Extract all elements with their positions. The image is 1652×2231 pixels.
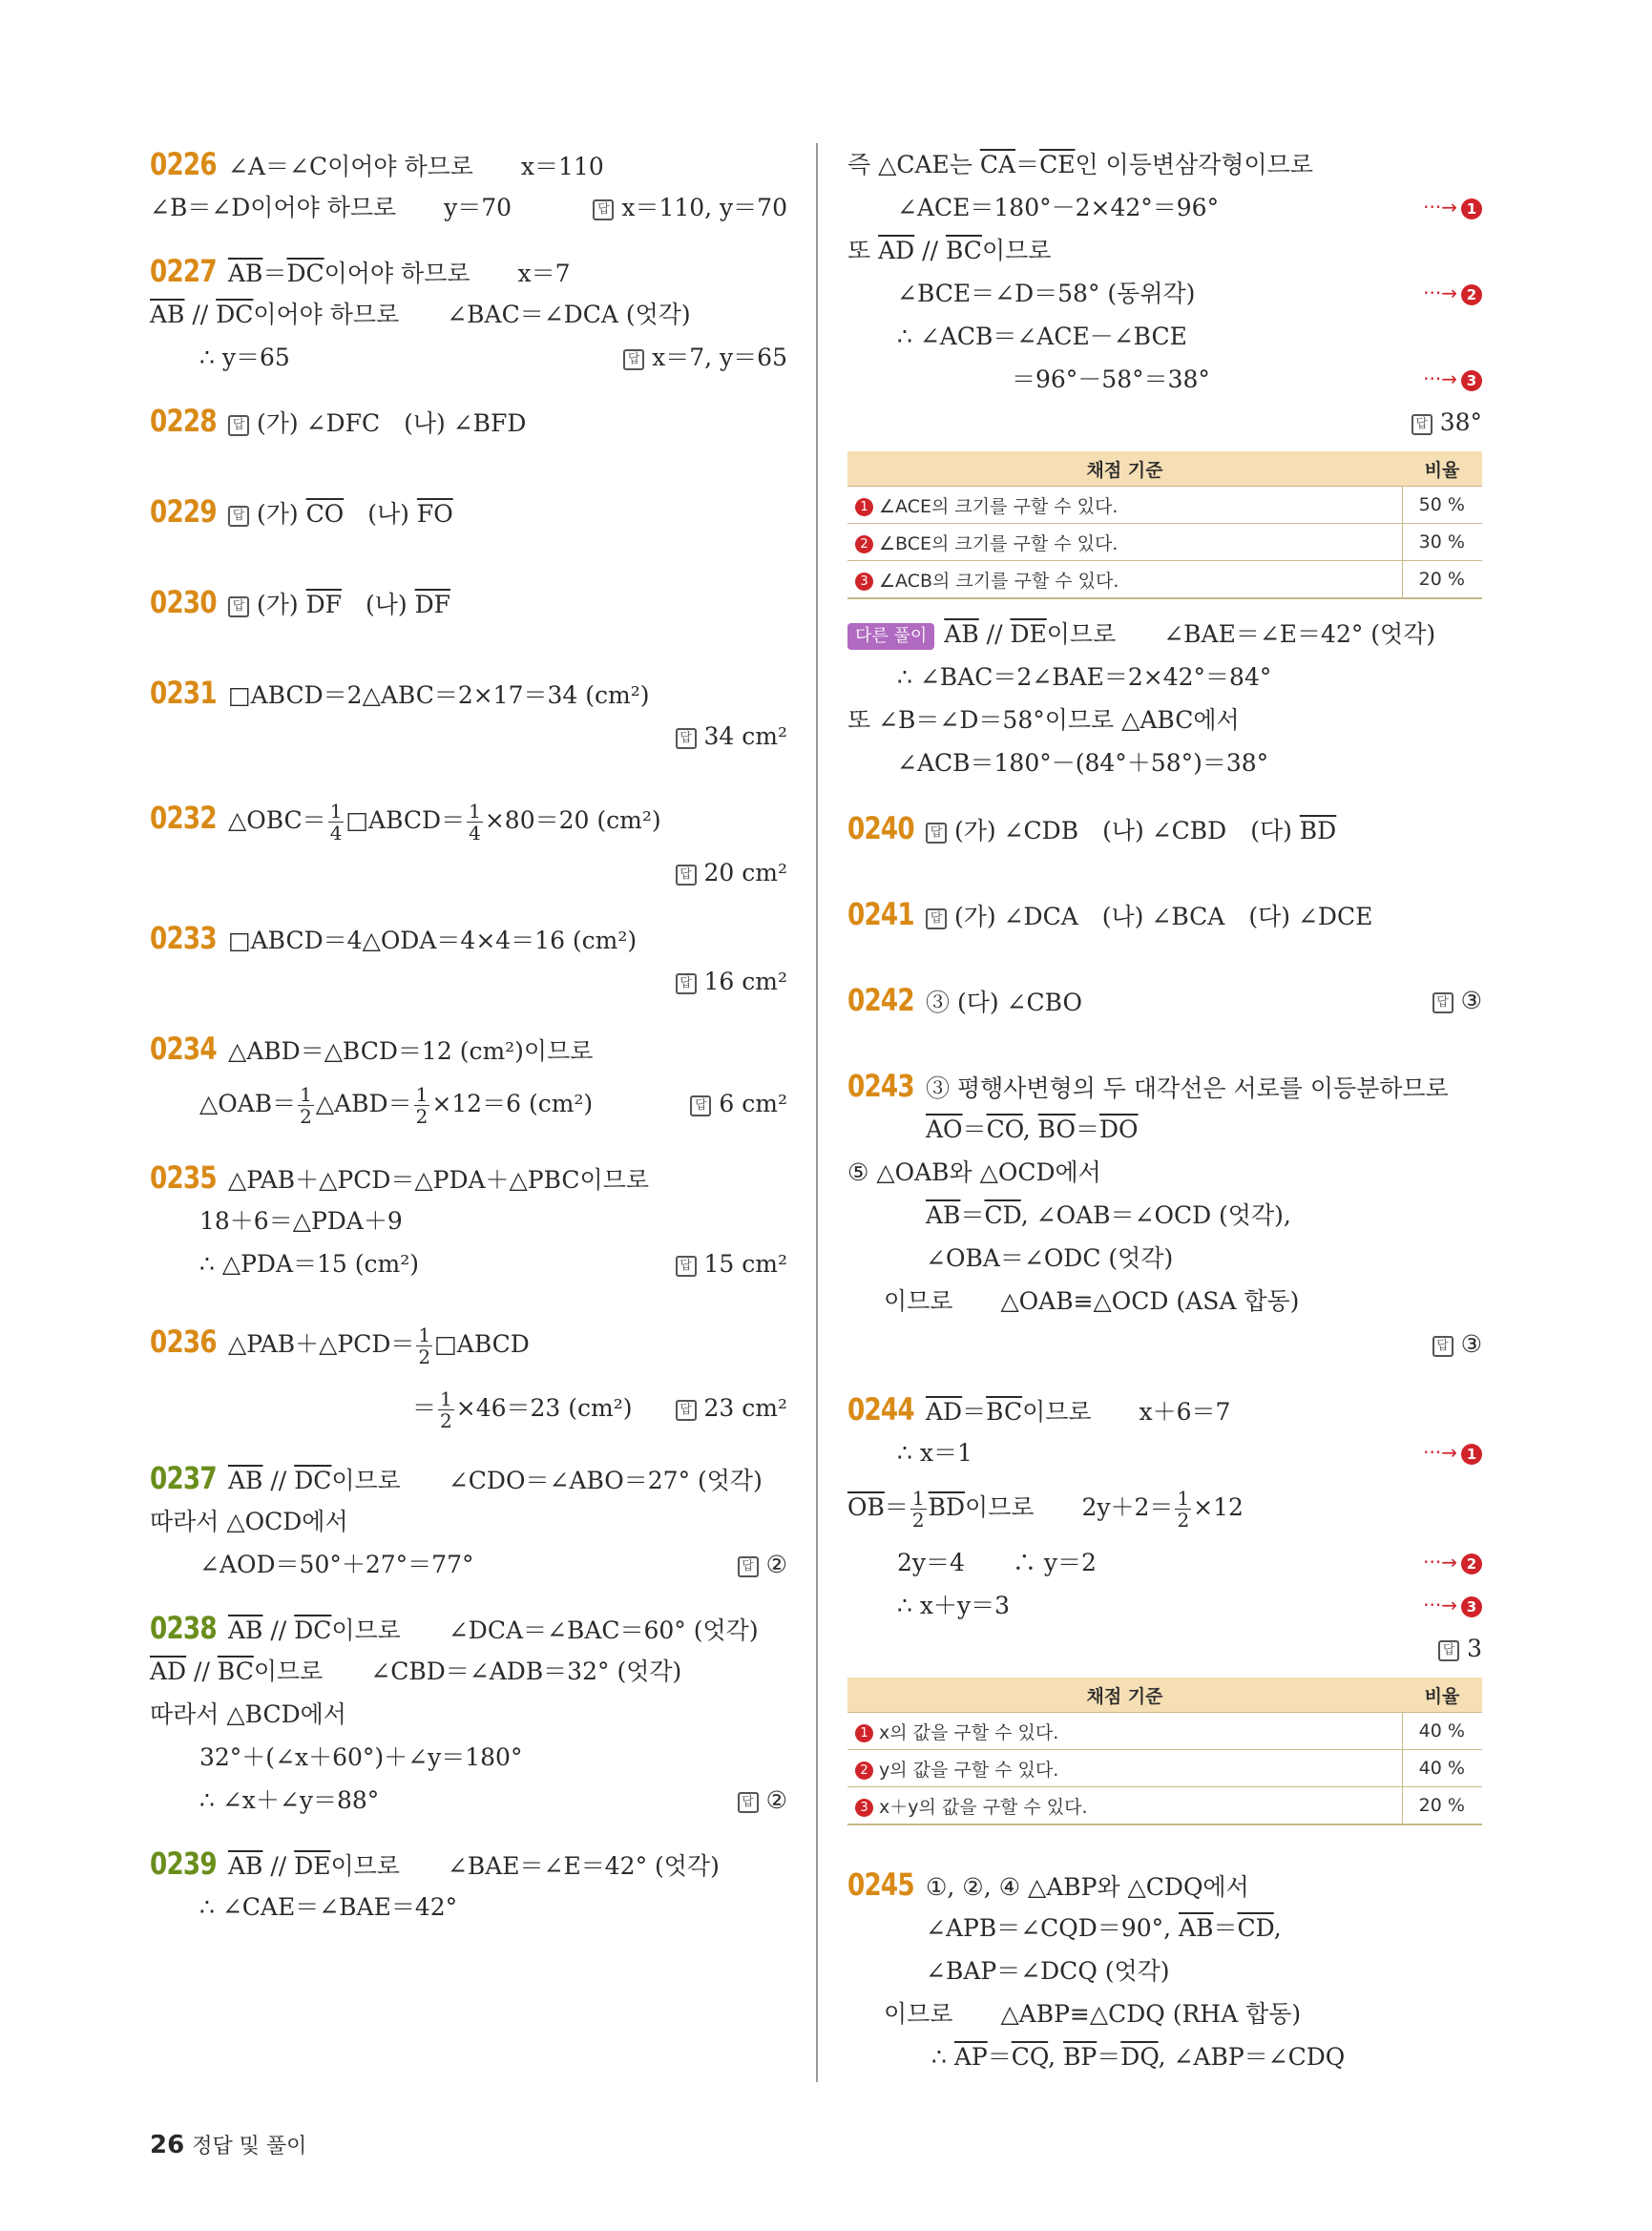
ratio: 40 % xyxy=(1402,1713,1482,1750)
criterion: ∠ACE의 크기를 구할 수 있다. xyxy=(879,495,1119,517)
problem-0234 xyxy=(150,1028,787,1137)
denominator: 4 xyxy=(329,822,343,844)
step-marker: ···→ 1 xyxy=(1423,1431,1482,1474)
problem-number: 0239 xyxy=(150,1845,217,1882)
segment-label: $\overline{AD}$ xyxy=(150,1658,187,1685)
ratio: 20 % xyxy=(1402,1787,1482,1825)
table-header: 채점 기준 xyxy=(847,451,1402,487)
solution-line: □ABCD＝2△ABC＝2×17＝34 (cm²) xyxy=(228,681,650,709)
parallel: // xyxy=(262,1852,295,1880)
segment-label: $\overline{DE}$ xyxy=(1010,620,1047,648)
denominator: 2 xyxy=(418,1345,431,1368)
segment-label: $\overline{AB}$ xyxy=(228,1467,263,1494)
step-marker: ···→ 3 xyxy=(1423,358,1482,401)
segment-label: $\overline{DC}$ xyxy=(216,301,254,328)
solution-part: , ∠ABP＝∠CDQ xyxy=(1158,2043,1346,2071)
denominator: 2 xyxy=(440,1409,452,1432)
numerator: 1 xyxy=(469,800,481,823)
segment-label: $\overline{BO}$ xyxy=(1037,1116,1076,1143)
solution-part: 이므로 xyxy=(981,237,1052,264)
solution-line: ∠ACB＝180°－(84°＋58°)＝38° xyxy=(897,749,1269,777)
answer-icon: 답 xyxy=(676,973,697,994)
solution-part: ×46＝23 (cm²) xyxy=(455,1394,633,1422)
scoring-table-2 xyxy=(847,1678,1482,1825)
problem-0229 xyxy=(150,490,787,533)
answer-icon: 답 xyxy=(228,415,249,436)
column-divider xyxy=(816,143,818,2082)
solution-line: ∴ ∠BAC＝2∠BAE＝2×42°＝84° xyxy=(897,663,1272,691)
answer: (가) ∠DCA (나) ∠BCA (다) ∠DCE xyxy=(954,903,1373,930)
solution-line: 따라서 △OCD에서 xyxy=(150,1508,348,1535)
table-header: 비율 xyxy=(1402,1678,1482,1713)
answer-part: (나) xyxy=(344,500,417,528)
answer-icon: 답 xyxy=(1432,992,1453,1013)
problem-0231 xyxy=(150,672,787,758)
answer-part: (가) xyxy=(257,591,306,618)
solution-line: △PAB＋△PCD＝△PDA＋△PBC이므로 xyxy=(228,1166,650,1194)
problem-number: 0233 xyxy=(150,920,217,956)
solution-part: ×12＝6 (cm²) xyxy=(431,1090,594,1117)
solution-line: 이어야 하므로 ∠BAC＝∠DCA (엇각) xyxy=(253,301,691,328)
criterion: ∠BCE의 크기를 구할 수 있다. xyxy=(879,532,1119,554)
segment-label: $\overline{DE}$ xyxy=(294,1852,331,1880)
problem-number: 0228 xyxy=(150,403,217,439)
solution-line: 32°＋(∠x＋60°)＋∠y＝180° xyxy=(199,1743,523,1771)
problem-0244 xyxy=(847,1388,1482,1670)
answer-icon: 답 xyxy=(690,1095,711,1116)
answer-part: (가) xyxy=(257,500,306,528)
denominator: 2 xyxy=(300,1105,312,1128)
answer-icon: 답 xyxy=(676,865,697,886)
equals: ＝ xyxy=(262,260,287,287)
segment-label: $\overline{BC}$ xyxy=(986,1398,1023,1426)
solution-line: 또 ∠B＝∠D＝58°이므로 △ABC에서 xyxy=(847,706,1240,734)
solution-line: ∴ y＝65 xyxy=(199,344,290,371)
answer: 3 xyxy=(1467,1635,1482,1662)
problem-number: 0229 xyxy=(150,493,217,530)
problem-0226 xyxy=(150,143,787,229)
numerator: 1 xyxy=(1177,1487,1190,1510)
solution-part: △ABD＝ xyxy=(315,1090,412,1117)
solution-part: ＝ xyxy=(412,1394,437,1422)
segment-label: $\overline{AP}$ xyxy=(953,2043,988,2071)
answer: 16 cm² xyxy=(703,968,787,995)
solution-line: ∠A＝∠C이어야 하므로 x＝110 xyxy=(228,153,604,180)
problem-0243 xyxy=(847,1065,1482,1366)
problem-0237 xyxy=(150,1457,787,1586)
solution-part: ×80＝20 (cm²) xyxy=(484,806,661,834)
solution-line: △ABD＝△BCD＝12 (cm²)이므로 xyxy=(228,1037,594,1065)
equals: ＝ xyxy=(1213,1914,1238,1942)
separator: , xyxy=(1022,1116,1038,1143)
segment-label: $\overline{DF}$ xyxy=(305,591,342,618)
segment-label: $\overline{CA}$ xyxy=(979,151,1016,178)
answer-icon: 답 xyxy=(676,1256,697,1277)
problem-0239 xyxy=(150,1843,787,1929)
segment-label: $\overline{DC}$ xyxy=(294,1467,332,1494)
parallel: // xyxy=(262,1467,295,1494)
solution-line: 이므로 △ABP≡△CDQ (RHA 합동) xyxy=(884,2000,1302,2028)
problem-number: 0238 xyxy=(150,1610,217,1646)
table-row xyxy=(847,1713,1482,1750)
equals: ＝ xyxy=(960,1201,985,1229)
problem-number: 0232 xyxy=(150,800,217,836)
answer: 34 cm² xyxy=(703,722,787,750)
numerator: 1 xyxy=(440,1387,452,1410)
segment-label: $\overline{CD}$ xyxy=(1237,1914,1274,1942)
solution-part: 즉 △CAE는 xyxy=(847,151,980,178)
problem-0235 xyxy=(150,1157,787,1285)
solution-part: □ABCD xyxy=(434,1330,530,1358)
fraction xyxy=(298,1084,314,1127)
solution-line: ∴ △PDA＝15 (cm²) xyxy=(199,1250,419,1278)
ratio: 50 % xyxy=(1402,487,1482,524)
ratio: 40 % xyxy=(1402,1750,1482,1787)
table-header: 비율 xyxy=(1402,451,1482,487)
solution-line: 이므로 ∠BAE＝∠E＝42° (엇각) xyxy=(330,1852,720,1880)
segment-label: $\overline{CQ}$ xyxy=(1011,2043,1049,2071)
table-header: 채점 기준 xyxy=(847,1678,1402,1713)
fraction xyxy=(1175,1488,1191,1531)
criterion: x＋y의 값을 구할 수 있다. xyxy=(879,1796,1088,1818)
equals: ＝ xyxy=(987,2043,1012,2071)
problem-number: 0240 xyxy=(847,810,914,846)
left-column xyxy=(150,143,787,1929)
problem-0245 xyxy=(847,1864,1482,2078)
solution-line: ∴ ∠x＋∠y＝88° xyxy=(199,1786,380,1814)
solution-part: 이므로 2y＋2＝ xyxy=(965,1493,1174,1521)
fraction xyxy=(438,1388,454,1431)
segment-label: $\overline{BD}$ xyxy=(1299,817,1337,844)
problem-0239-continued xyxy=(847,143,1482,444)
equals: ＝ xyxy=(962,1398,987,1426)
denominator: 2 xyxy=(415,1105,429,1128)
alternative-solution xyxy=(847,613,1482,784)
problem-number: 0230 xyxy=(150,584,217,620)
table-row xyxy=(847,1750,1482,1787)
solution-part: 또 xyxy=(847,237,879,264)
solution-part: 이므로 ∠BAE＝∠E＝42° (엇각) xyxy=(1046,620,1436,648)
problem-0233 xyxy=(150,917,787,1003)
solution-line: ∠BCE＝∠D＝58° (동위각) xyxy=(897,280,1196,307)
solution-line: 이므로 ∠CBD＝∠ADB＝32° (엇각) xyxy=(253,1658,682,1685)
solution-line: ①, ②, ④ △ABP와 △CDQ에서 xyxy=(926,1873,1249,1901)
segment-label: $\overline{AB}$ xyxy=(228,1852,263,1880)
segment-label: $\overline{AB}$ xyxy=(926,1201,961,1229)
criterion: x의 값을 구할 수 있다. xyxy=(879,1721,1059,1743)
problem-0230 xyxy=(150,581,787,624)
problem-number: 0234 xyxy=(150,1031,217,1067)
segment-label: $\overline{AO}$ xyxy=(926,1116,963,1143)
segment-label: $\overline{AB}$ xyxy=(228,260,263,287)
parallel: // xyxy=(914,237,946,264)
step-number: 3 xyxy=(855,573,873,591)
solution-line: ∠ACE＝180°－2×42°＝96° xyxy=(897,194,1220,221)
segment-label: $\overline{OB}$ xyxy=(847,1493,885,1521)
denominator: 2 xyxy=(1177,1509,1190,1532)
ratio: 30 % xyxy=(1402,524,1482,561)
answer-icon: 답 xyxy=(593,199,614,220)
problem-number: 0235 xyxy=(150,1159,217,1196)
solution-line: ∴ ∠CAE＝∠BAE＝42° xyxy=(199,1893,458,1921)
criterion: ∠ACB의 크기를 구할 수 있다. xyxy=(879,570,1119,592)
answer-icon: 답 xyxy=(1412,414,1432,435)
equals: ＝ xyxy=(1097,2043,1121,2071)
answer: ② xyxy=(765,1551,787,1578)
solution-part: □ABCD＝ xyxy=(345,806,466,834)
step-marker: ···→ 2 xyxy=(1423,1541,1482,1584)
ratio: 20 % xyxy=(1402,561,1482,599)
segment-label: $\overline{CE}$ xyxy=(1039,151,1076,178)
solution-line: ③ 평행사변형의 두 대각선은 서로를 이등분하므로 xyxy=(926,1074,1449,1102)
segment-label: $\overline{DC}$ xyxy=(286,260,324,287)
problem-number: 0241 xyxy=(847,896,914,932)
page-number: 26 xyxy=(150,2131,185,2159)
solution-part: 인 이등변삼각형이므로 xyxy=(1075,151,1313,178)
problem-0240 xyxy=(847,807,1482,850)
problem-0236 xyxy=(150,1308,787,1442)
numerator: 1 xyxy=(415,1083,429,1106)
problem-0228 xyxy=(150,400,787,443)
segment-label: $\overline{AB}$ xyxy=(150,301,185,328)
step-number: 3 xyxy=(855,1799,873,1817)
fraction xyxy=(416,1324,432,1367)
answer-icon: 답 xyxy=(738,1556,759,1577)
solution-part: △PAB＋△PCD＝ xyxy=(228,1330,415,1358)
problem-number: 0244 xyxy=(847,1391,914,1428)
answer: 23 cm² xyxy=(703,1394,787,1422)
answer-icon: 답 xyxy=(623,349,644,370)
solution-line: □ABCD＝4△ODA＝4×4＝16 (cm²) xyxy=(228,927,638,954)
solution-line: ∠OBA＝∠ODC (엇각) xyxy=(926,1244,1174,1272)
segment-label: $\overline{CO}$ xyxy=(986,1116,1023,1143)
solution-line: ⑤ △OAB와 △OCD에서 xyxy=(847,1158,1101,1186)
denominator: 2 xyxy=(911,1509,925,1532)
solution-line: ∴ x＋y＝3 xyxy=(897,1592,1010,1619)
solution-line: 이므로 ∠CDO＝∠ABO＝27° (엇각) xyxy=(331,1467,763,1494)
problem-number: 0227 xyxy=(150,253,217,289)
answer: ② xyxy=(765,1786,787,1814)
segment-label: $\overline{DQ}$ xyxy=(1120,2043,1159,2071)
solution-line: ∠AOD＝50°＋27°＝77° xyxy=(199,1551,474,1578)
solution-part: ∴ xyxy=(931,2043,954,2071)
solution-line: ③ (다) ∠CBO xyxy=(926,989,1082,1016)
scoring-table-1 xyxy=(847,451,1482,599)
answer-icon: 답 xyxy=(1438,1640,1459,1661)
segment-label: $\overline{CO}$ xyxy=(305,500,345,528)
answer-icon: 답 xyxy=(926,823,947,844)
denominator: 4 xyxy=(469,822,481,844)
answer-part: (나) xyxy=(342,591,415,618)
separator: , xyxy=(1273,1914,1282,1942)
step-number: 2 xyxy=(855,535,873,553)
answer: (가) ∠DFC (나) ∠BFD xyxy=(257,409,527,437)
answer: 20 cm² xyxy=(703,859,787,886)
solution-part: △OBC＝ xyxy=(228,806,326,834)
segment-label: $\overline{CD}$ xyxy=(984,1201,1021,1229)
solution-line: 이어야 하므로 x＝7 xyxy=(324,260,571,287)
answer-icon: 답 xyxy=(676,728,697,749)
answer: ③ xyxy=(1460,1330,1482,1358)
page-footer xyxy=(150,2130,306,2159)
problem-number: 0245 xyxy=(847,1866,914,1903)
problem-0242 xyxy=(847,979,1482,1022)
segment-label: $\overline{DO}$ xyxy=(1099,1116,1139,1143)
segment-label: $\overline{BP}$ xyxy=(1063,2043,1098,2071)
segment-label: $\overline{BC}$ xyxy=(217,1658,254,1685)
solution-part: , ∠OAB＝∠OCD (엇각), xyxy=(1020,1201,1291,1229)
solution-line: ∴ ∠ACB＝∠ACE－∠BCE xyxy=(897,323,1187,350)
segment-label: $\overline{AD}$ xyxy=(926,1398,963,1426)
solution-line: 따라서 △BCD에서 xyxy=(150,1700,346,1728)
equals: ＝ xyxy=(884,1493,909,1521)
segment-label: $\overline{DC}$ xyxy=(294,1616,332,1644)
step-number: 1 xyxy=(855,1724,873,1742)
solution-line: ∴ x＝1 xyxy=(897,1439,972,1467)
step-number: 1 xyxy=(855,498,873,516)
solution-part: △OAB＝ xyxy=(199,1090,297,1117)
criterion: y의 값을 구할 수 있다. xyxy=(879,1759,1059,1781)
answer-icon: 답 xyxy=(228,596,249,617)
table-row xyxy=(847,1787,1482,1825)
segment-label: $\overline{AB}$ xyxy=(1179,1914,1214,1942)
answer: x＝110, y＝70 xyxy=(621,194,787,221)
equals: ＝ xyxy=(962,1116,987,1143)
answer-icon: 답 xyxy=(926,908,947,929)
solution-part: 이므로 x＋6＝7 xyxy=(1022,1398,1231,1426)
parallel: // xyxy=(186,1658,218,1685)
answer: 38° xyxy=(1439,408,1482,436)
answer: 15 cm² xyxy=(703,1250,787,1278)
problem-number: 0236 xyxy=(150,1324,217,1360)
solution-line: 2y＝4 ∴ y＝2 xyxy=(897,1549,1097,1576)
parallel: // xyxy=(978,620,1011,648)
segment-label: $\overline{BD}$ xyxy=(928,1493,966,1521)
segment-label: $\overline{DF}$ xyxy=(414,591,450,618)
table-row xyxy=(847,561,1482,599)
solution-line: ∠BAP＝∠DCQ (엇각) xyxy=(926,1957,1170,1985)
segment-label: $\overline{AD}$ xyxy=(878,237,915,264)
answer-icon: 답 xyxy=(676,1400,697,1421)
fraction xyxy=(467,801,483,844)
table-row xyxy=(847,524,1482,561)
alt-solution-tag: 다른 풀이 xyxy=(847,623,934,650)
segment-label: $\overline{BC}$ xyxy=(945,237,982,264)
segment-label: $\overline{FO}$ xyxy=(416,500,453,528)
answer-icon: 답 xyxy=(228,506,249,527)
answer: x＝7, y＝65 xyxy=(652,344,787,371)
solution-line: 이므로 △OAB≡△OCD (ASA 합동) xyxy=(884,1287,1300,1315)
solution-line: ∠B＝∠D이어야 하므로 y＝70 xyxy=(150,194,512,221)
solution-part: ∠APB＝∠CQD＝90°, xyxy=(926,1914,1180,1942)
table-row xyxy=(847,487,1482,524)
problem-number: 0243 xyxy=(847,1068,914,1104)
answer-icon: 답 xyxy=(1432,1336,1453,1357)
problem-0232 xyxy=(150,784,787,894)
solution-line: ＝96°－58°＝38° xyxy=(1012,365,1210,393)
problem-0227 xyxy=(150,250,787,379)
equals: ＝ xyxy=(1015,151,1040,178)
problem-0241 xyxy=(847,893,1482,936)
answer: ③ xyxy=(1460,987,1482,1014)
fraction xyxy=(414,1084,430,1127)
step-marker: ···→ 1 xyxy=(1423,186,1482,229)
step-marker: ···→ 2 xyxy=(1423,272,1482,315)
problem-number: 0226 xyxy=(150,146,217,182)
footer-label: 정답 및 풀이 xyxy=(192,2135,307,2158)
fraction xyxy=(328,801,345,844)
numerator: 1 xyxy=(300,1083,312,1106)
solution-line: 18＋6＝△PDA＋9 xyxy=(199,1207,403,1235)
answer: 6 cm² xyxy=(719,1090,787,1117)
separator: , xyxy=(1048,2043,1064,2071)
segment-label: $\overline{AB}$ xyxy=(944,620,979,648)
solution-line: 이므로 ∠DCA＝∠BAC＝60° (엇각) xyxy=(331,1616,759,1644)
answer-icon: 답 xyxy=(738,1792,759,1813)
numerator: 1 xyxy=(329,800,343,823)
parallel: // xyxy=(262,1616,295,1644)
answer-part: (가) ∠CDB (나) ∠CBD (다) xyxy=(954,817,1300,844)
solution-part: ×12 xyxy=(1193,1493,1244,1521)
numerator: 1 xyxy=(418,1324,431,1346)
step-number: 2 xyxy=(855,1762,873,1780)
equals: ＝ xyxy=(1076,1116,1100,1143)
segment-label: $\overline{AB}$ xyxy=(228,1616,263,1644)
step-marker: ···→ 3 xyxy=(1423,1584,1482,1627)
problem-number: 0237 xyxy=(150,1460,217,1496)
numerator: 1 xyxy=(911,1487,925,1510)
problem-number: 0231 xyxy=(150,675,217,711)
problem-0238 xyxy=(150,1607,787,1822)
problem-number: 0242 xyxy=(847,982,914,1018)
right-column xyxy=(847,143,1482,2078)
fraction xyxy=(910,1488,927,1531)
parallel: // xyxy=(184,301,217,328)
